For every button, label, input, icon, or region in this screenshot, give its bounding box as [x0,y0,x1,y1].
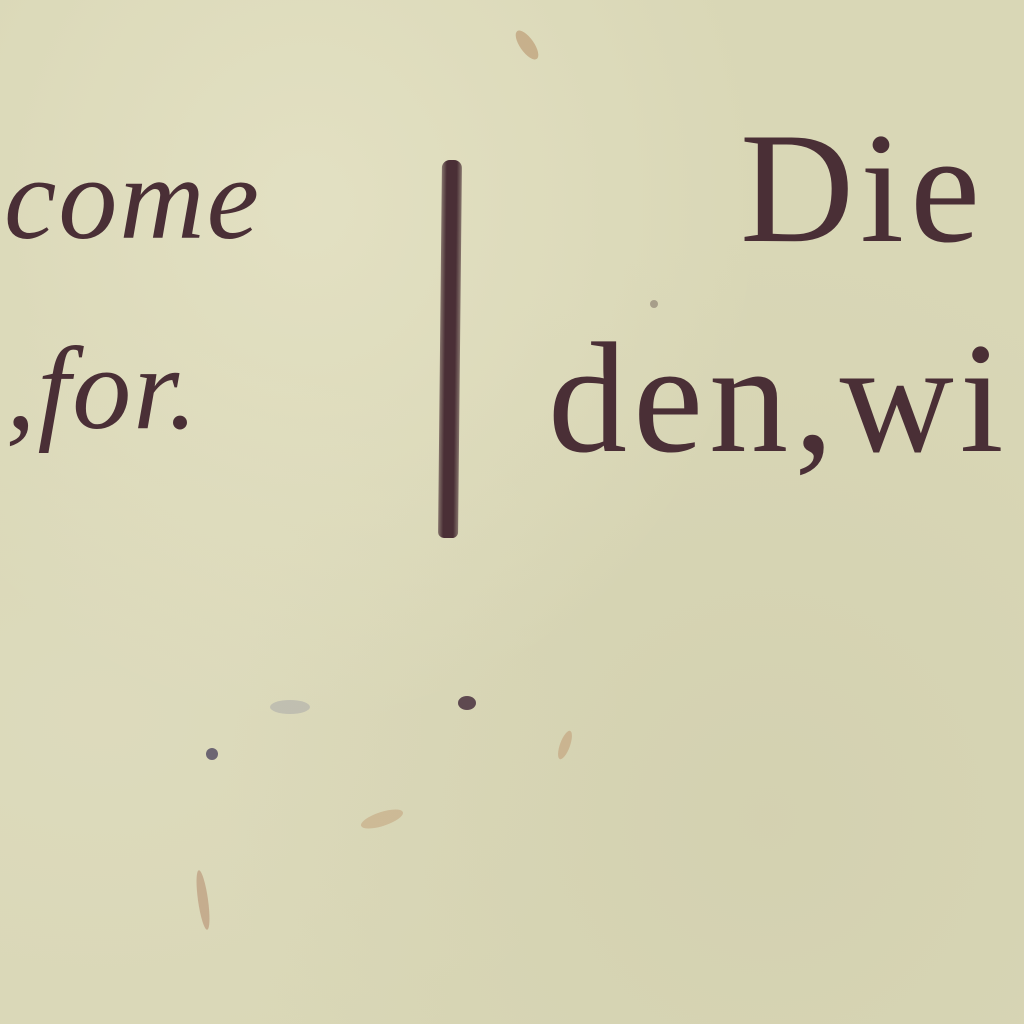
right-column-word-den: den,wi [548,311,1010,486]
ink-speck [650,300,658,308]
paper-fiber [194,870,212,931]
left-column-word-for: ,for. [6,323,200,454]
paper-fiber [359,806,405,833]
left-column-word-come: come [4,133,261,264]
ink-speck [206,748,218,760]
right-column-word-die: Die [740,101,987,276]
paper-fiber [555,729,575,761]
ink-speck [458,696,476,710]
column-divider-rule [438,160,462,538]
paper-stain [270,700,310,714]
paper-fiber [512,27,543,63]
